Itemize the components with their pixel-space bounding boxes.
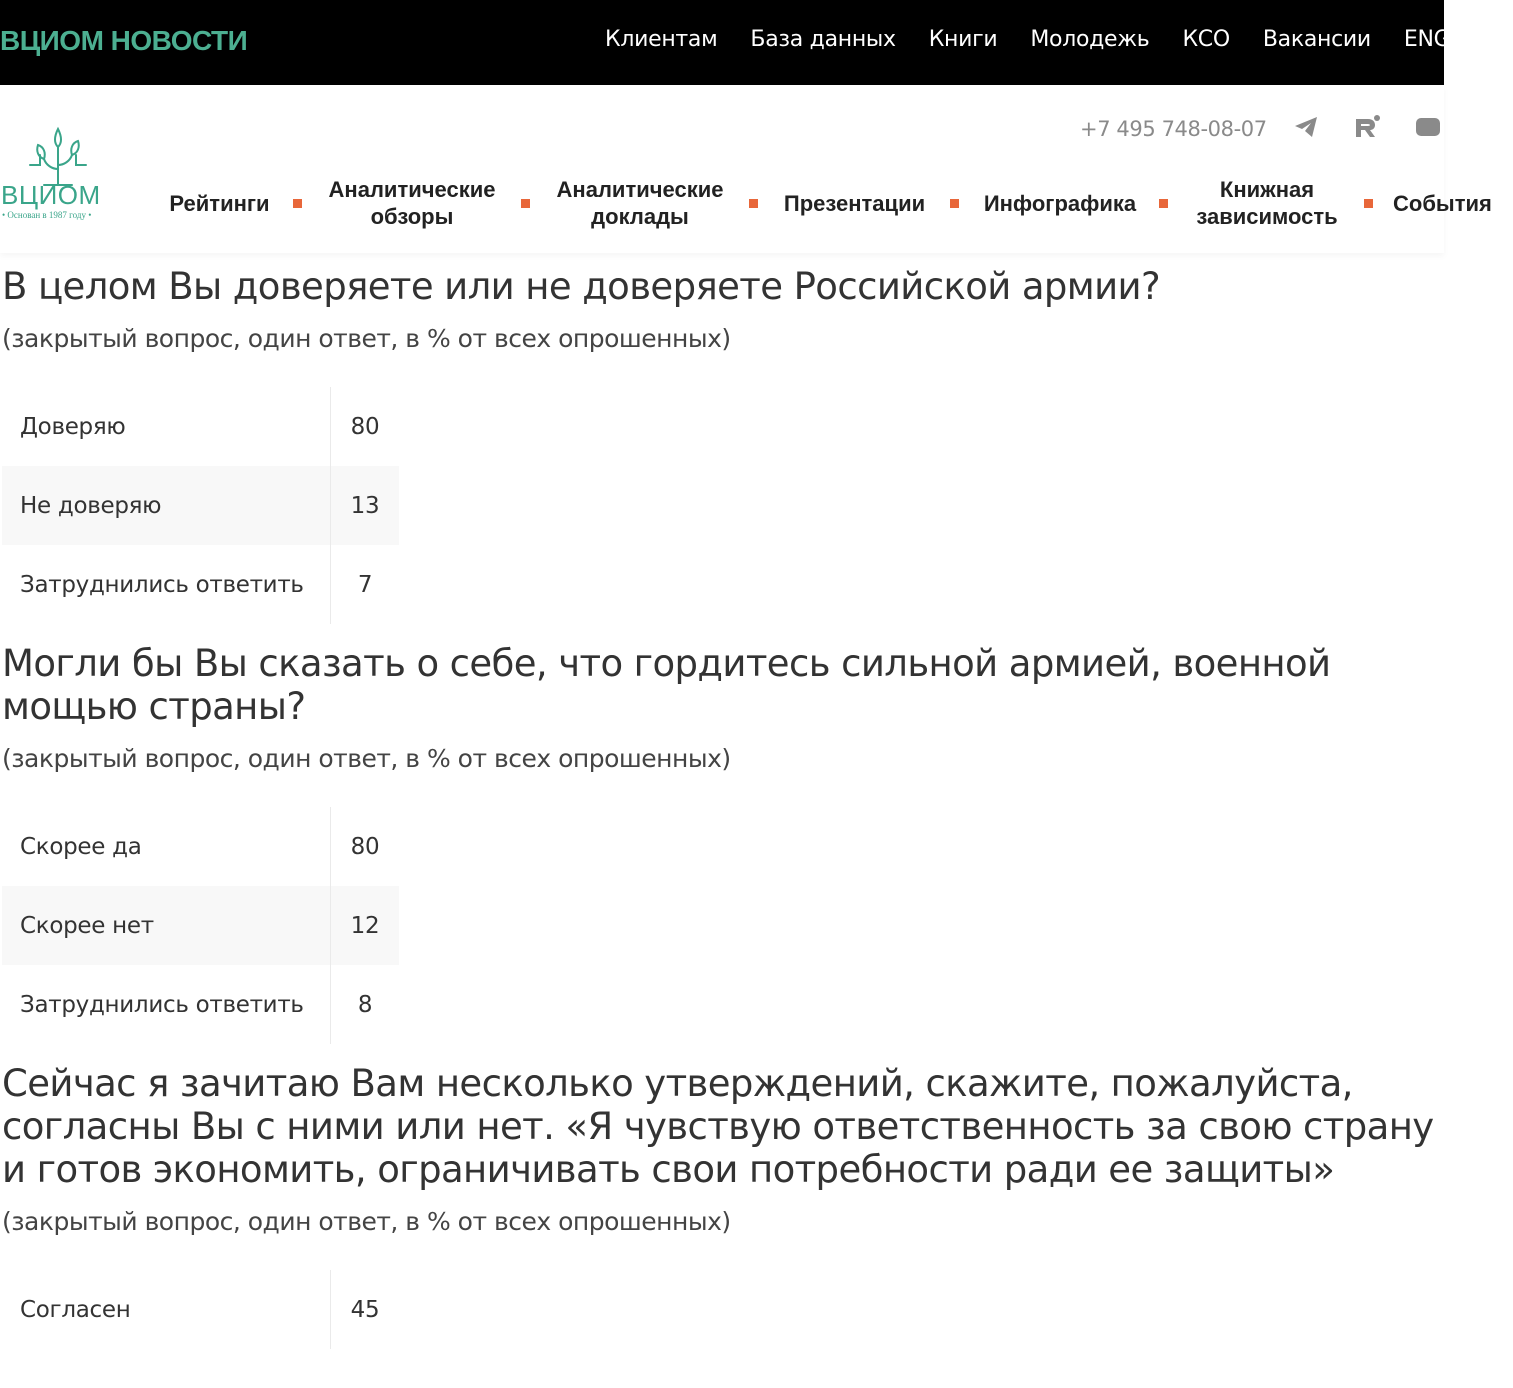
logo-tagline: • Основан в 1987 году • bbox=[2, 210, 92, 220]
answer-label: Затруднились ответить bbox=[2, 545, 331, 624]
table-row bbox=[2, 466, 399, 545]
nav-analytical-reports[interactable]: Аналитические доклады bbox=[556, 177, 724, 229]
top-nav-kso[interactable]: КСО bbox=[1182, 27, 1230, 52]
nav-separator bbox=[950, 199, 959, 208]
results-table bbox=[2, 1270, 399, 1349]
top-nav-youth[interactable]: Молодежь bbox=[1030, 27, 1150, 52]
results-table bbox=[2, 387, 399, 624]
answer-value: 12 bbox=[331, 886, 400, 965]
nav-presentations[interactable]: Презентации bbox=[783, 190, 926, 216]
rutube-icon[interactable] bbox=[1353, 115, 1381, 143]
answer-value: 80 bbox=[350, 413, 380, 440]
answer-label: Доверяю bbox=[2, 387, 331, 466]
answer-label: Скорее да bbox=[2, 807, 331, 886]
top-nav-books[interactable]: Книги bbox=[928, 27, 998, 52]
table-row bbox=[2, 807, 399, 886]
top-nav-vacancies[interactable]: Вакансии bbox=[1262, 27, 1371, 52]
top-nav-clients[interactable]: Клиентам bbox=[605, 27, 718, 52]
main-content bbox=[0, 253, 1444, 1349]
answer-value: 45 bbox=[350, 1296, 380, 1323]
nav-events[interactable]: События bbox=[1393, 190, 1492, 216]
nav-infographics[interactable]: Инфографика bbox=[983, 190, 1137, 216]
main-nav bbox=[0, 173, 1492, 233]
nav-separator bbox=[293, 199, 302, 208]
answer-value: 7 bbox=[357, 571, 373, 598]
answer-value: 80 bbox=[350, 833, 380, 860]
top-nav-database[interactable]: База данных bbox=[750, 27, 896, 52]
question-subtitle: (закрытый вопрос, один ответ, в % от всех опрошенных) bbox=[2, 324, 731, 353]
answer-label: Не доверяю bbox=[2, 466, 331, 545]
question-title: В целом Вы доверяете или не доверяете Российской армии? bbox=[2, 265, 1161, 308]
question-subtitle: (закрытый вопрос, один ответ, в % от всех опрошенных) bbox=[2, 1207, 731, 1236]
question-title: Могли бы Вы сказать о себе, что гордитесь сильной армией, военной мощью страны? bbox=[2, 642, 1331, 728]
nav-separator bbox=[1159, 199, 1168, 208]
site-header bbox=[0, 85, 1492, 253]
header-contacts bbox=[1080, 115, 1440, 143]
table-row bbox=[2, 965, 399, 1044]
answer-label: Скорее нет bbox=[2, 886, 331, 965]
nav-book-addiction[interactable]: Книжная зависимость bbox=[1196, 177, 1338, 229]
table-row bbox=[2, 886, 399, 965]
top-nav-eng[interactable]: ENG bbox=[1403, 27, 1451, 52]
telegram-icon[interactable] bbox=[1294, 116, 1318, 142]
nav-separator bbox=[749, 199, 758, 208]
nav-analytical-reviews[interactable]: Аналитические обзоры bbox=[328, 177, 496, 229]
nav-ratings[interactable]: Рейтинги bbox=[169, 190, 270, 216]
table-row bbox=[2, 545, 399, 624]
question-subtitle: (закрытый вопрос, один ответ, в % от всех опрошенных) bbox=[2, 744, 731, 773]
youtube-icon[interactable] bbox=[1416, 116, 1440, 142]
phone-number[interactable]: +7 495 748-08-07 bbox=[1080, 117, 1267, 141]
answer-label: Согласен bbox=[2, 1270, 331, 1349]
table-row bbox=[2, 387, 399, 466]
vciom-news-link[interactable]: ВЦИОМ НОВОСТИ bbox=[0, 25, 248, 56]
top-nav bbox=[605, 27, 1483, 52]
question-title: Сейчас я зачитаю Вам несколько утверждений, скажите, пожалуйста, согласны Вы с ними или нет. «Я чувствую ответственность за свою страну и готов экономить, ограничивать свои потребности ради ее защиты» bbox=[2, 1062, 1434, 1191]
nav-separator bbox=[1364, 199, 1373, 208]
question-block bbox=[0, 1044, 1444, 1349]
nav-separator bbox=[521, 199, 530, 208]
answer-value: 8 bbox=[357, 991, 373, 1018]
answer-value: 13 bbox=[331, 466, 400, 545]
answer-label: Затруднились ответить bbox=[2, 965, 331, 1044]
question-block bbox=[0, 624, 1444, 1044]
logo-wordmark: ВЦИОМ bbox=[1, 180, 101, 210]
table-row bbox=[2, 1270, 399, 1349]
top-bar bbox=[0, 0, 1451, 85]
question-block bbox=[0, 253, 1444, 624]
results-table bbox=[2, 807, 399, 1044]
